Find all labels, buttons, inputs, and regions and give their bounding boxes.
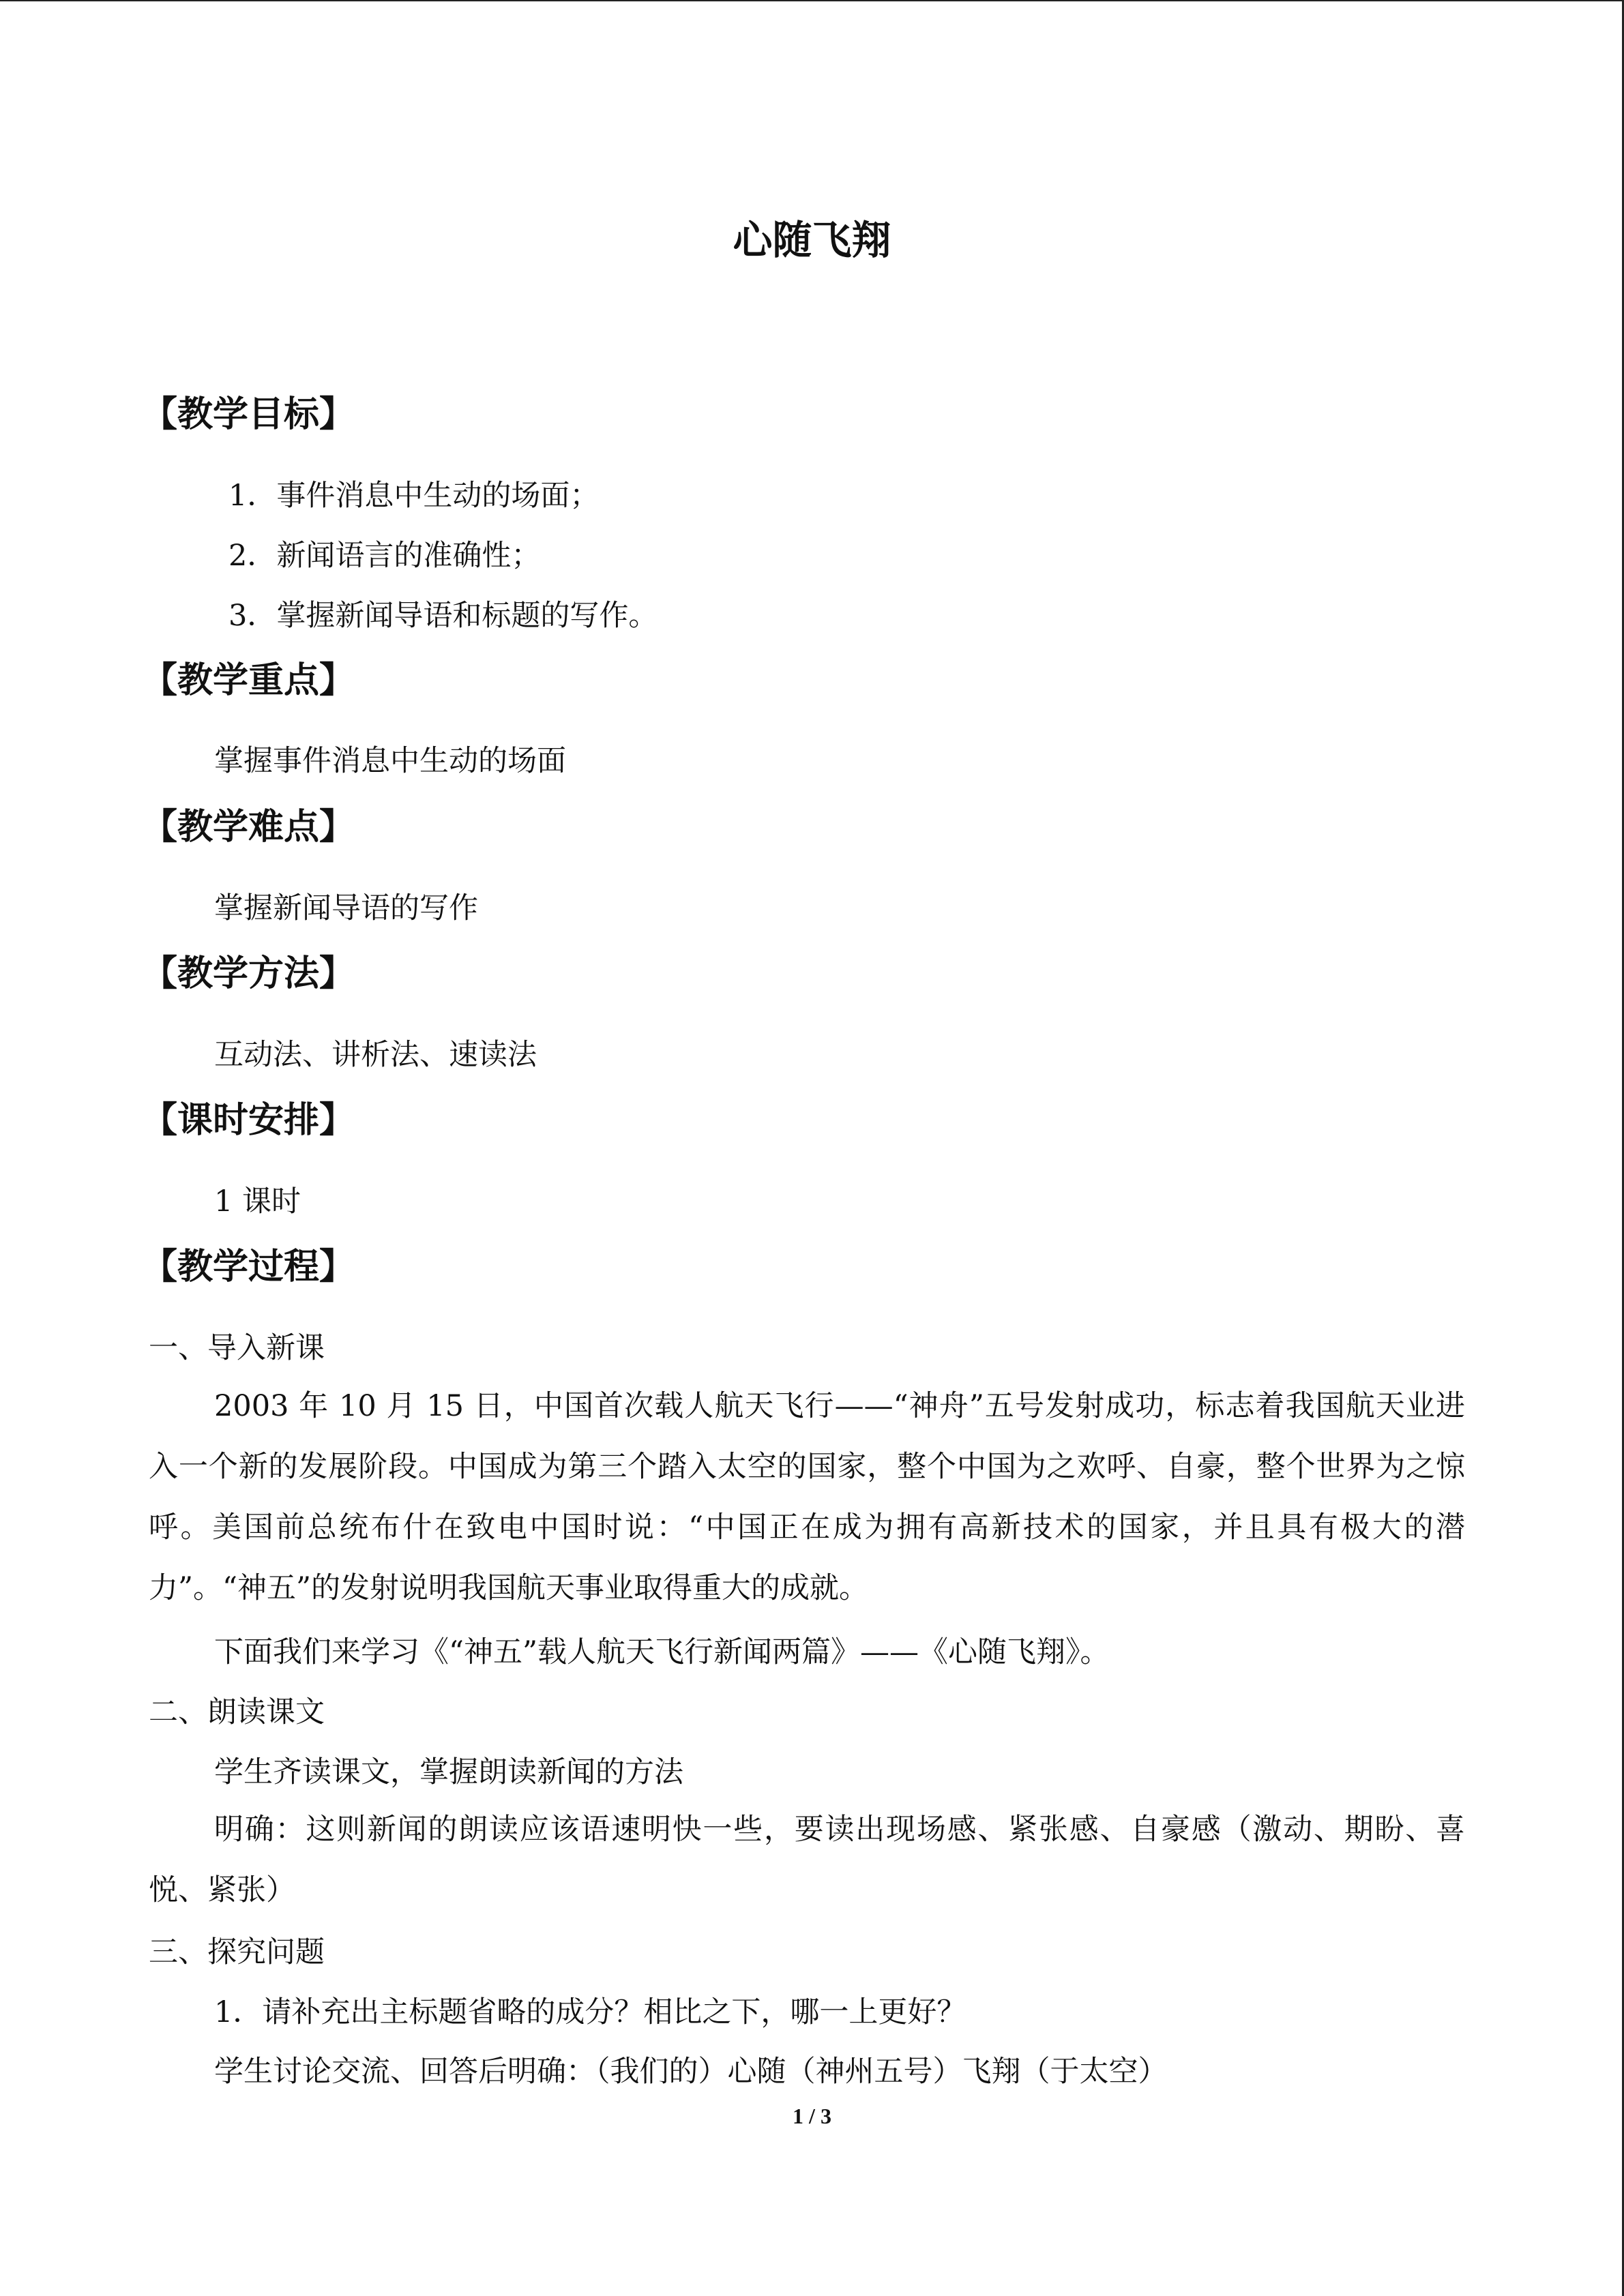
schedule-text: 1 课时	[214, 1184, 301, 1219]
heading-objectives: 【教学目标】	[142, 394, 355, 435]
page-title: 心随飞翔	[733, 217, 891, 263]
part1-paragraph-2: 下面我们来学习《“神五”载人航天飞行新闻两篇》——《心随飞翔》。	[214, 1635, 1110, 1669]
part2-paragraph: 明确：这则新闻的朗读应该语速明快一些，要读出现场感、紧张感、自豪感（激动、期盼、喜悦、紧张）	[149, 1813, 1465, 1907]
method-text: 互动法、讲析法、速读法	[214, 1038, 537, 1072]
part1-title: 一、导入新课	[149, 1331, 325, 1365]
heading-method: 【教学方法】	[142, 953, 355, 994]
part3-title: 三、探究问题	[149, 1935, 325, 1969]
heading-process: 【教学过程】	[142, 1247, 355, 1287]
page-number: 1 / 3	[793, 2104, 831, 2128]
objective-item-1: 1．事件消息中生动的场面；	[228, 479, 600, 513]
heading-schedule: 【课时安排】	[142, 1100, 355, 1141]
objective-item-2: 2．新闻语言的准确性；	[228, 539, 541, 573]
key-point-text: 掌握事件消息中生动的场面	[214, 744, 566, 778]
objective-item-3: 3．掌握新闻导语和标题的写作。	[228, 599, 658, 633]
heading-key-point: 【教学重点】	[142, 660, 355, 701]
difficulty-text: 掌握新闻导语的写作	[214, 891, 478, 925]
part2-title: 二、朗读课文	[149, 1695, 325, 1729]
part2-line-1: 学生齐读课文，掌握朗读新闻的方法	[214, 1755, 683, 1789]
heading-difficulty: 【教学难点】	[142, 807, 355, 848]
part3-answer-1: 学生讨论交流、回答后明确：（我们的）心随（神州五号）飞翔（于太空）	[214, 2055, 1168, 2089]
part1-paragraph-1: 2003 年 10 月 15 日，中国首次载人航天飞行——“神舟”五号发射成功，标志着我国航天业进入一个新的发展阶段。中国成为第三个踏入太空的国家，整个中国为之欢呼、自豪，整个世界为之惊呼。美国前总统布什在致电中国时说：“中国正在成为拥有高新技术的国家，并且具有极大的潜力”。“神五”的发射说明我国航天事业取得重大的成就。	[149, 1389, 1465, 1605]
page-border-top	[0, 0, 1624, 1]
part3-question-1: 1．请补充出主标题省略的成分？相比之下，哪一上更好？	[214, 1995, 966, 2029]
